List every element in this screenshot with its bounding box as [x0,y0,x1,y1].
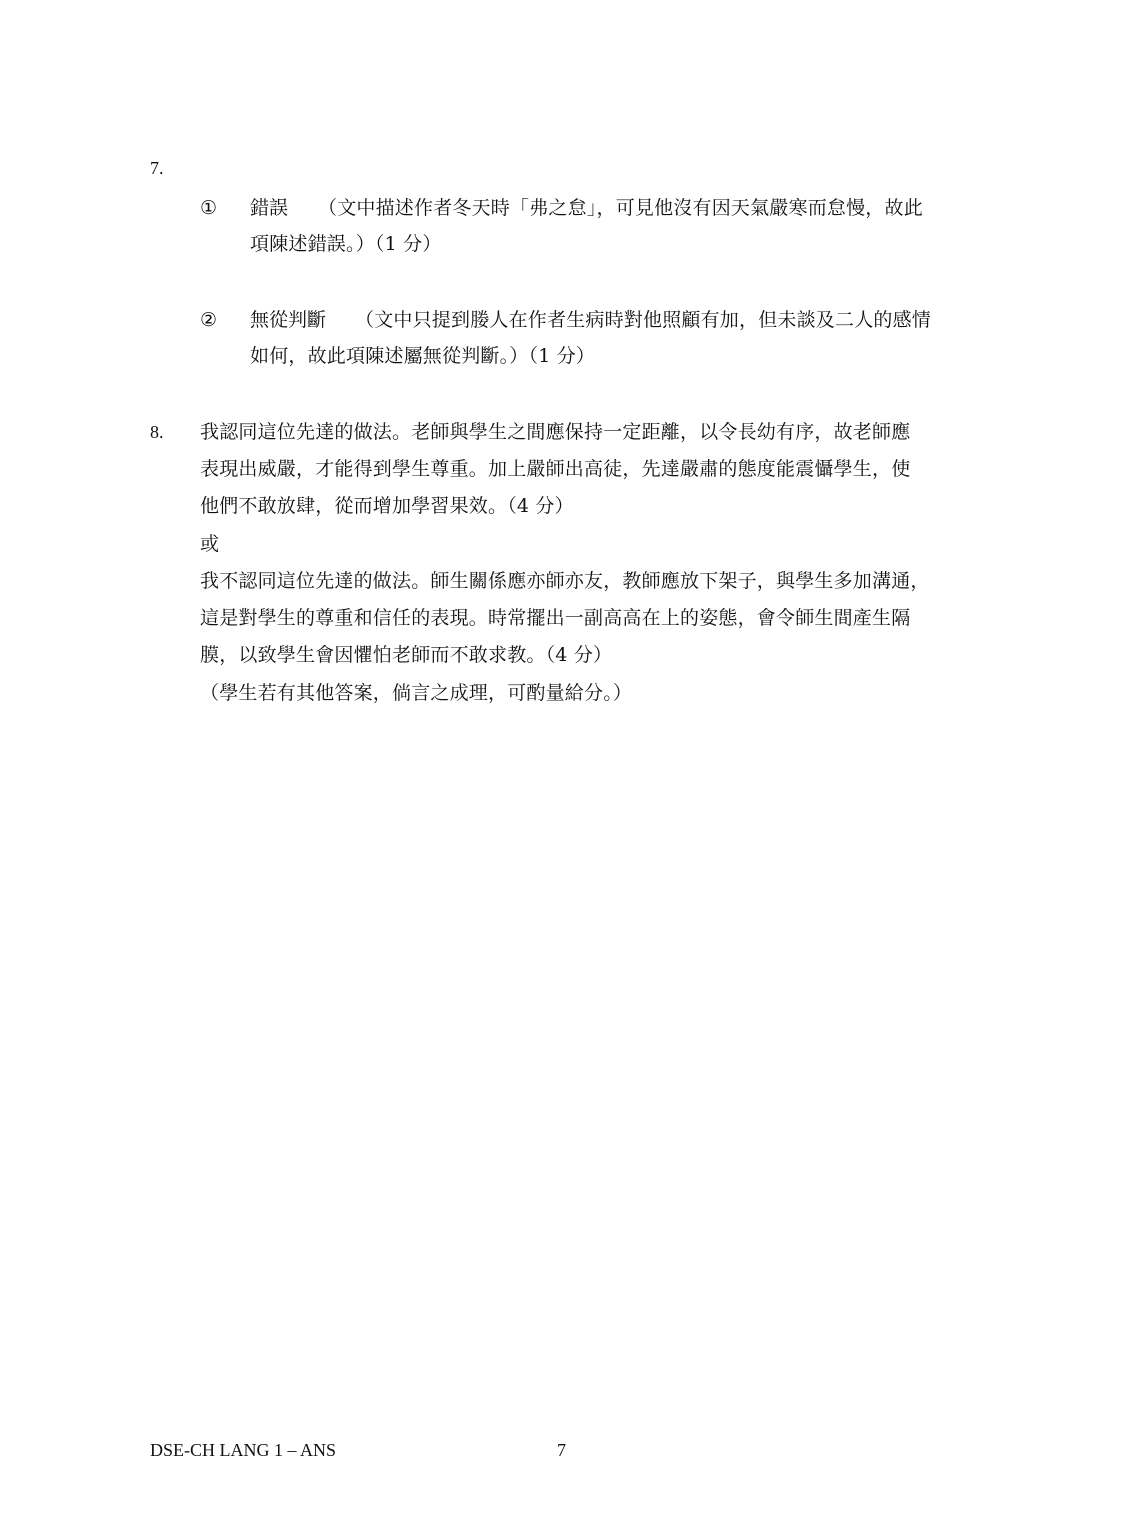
q7-item-2-marker: ② [200,309,218,331]
question-8-number: 8. [150,422,164,442]
q8-answer-b-line-2: 這是對學生的尊重和信任的表現。時常擺出一副高高在上的姿態，會令師生間產生隔 [200,607,911,629]
q7-item-2-explanation-line-1: （文中只提到媵人在作者生病時對他照顧有加，但未談及二人的感情 [355,309,932,331]
q8-answer-b-line-3: 膜，以致學生會因懼怕老師而不敢求教。（4 分） [200,644,613,666]
q7-item-2-verdict: 無從判斷 [250,309,327,331]
q7-item-1-explanation-line-1: （文中描述作者冬天時「弗之怠」，可見他沒有因天氣嚴寒而怠慢，故此 [318,197,923,219]
footer-page-number: 7 [557,1440,566,1460]
footer-paper-code: DSE-CH LANG 1 – ANS [150,1440,337,1460]
q8-marking-note: （學生若有其他答案，倘言之成理，可酌量給分。） [200,682,633,704]
q7-item-1-explanation-line-2: 項陳述錯誤。）（1 分） [250,233,442,255]
q7-item-1-verdict: 錯誤 [250,197,289,219]
q8-answer-a-line-1: 我認同這位先達的做法。老師與學生之間應保持一定距離，以令長幼有序，故老師應 [200,421,911,443]
q8-answer-a-line-2: 表現出威嚴，才能得到學生尊重。加上嚴師出高徒，先達嚴肅的態度能震懾學生，使 [200,458,911,480]
q8-answer-a-line-3: 他們不敢放肆，從而增加學習果效。（4 分） [200,495,574,517]
q7-item-1-marker: ① [200,197,218,219]
q7-item-2-explanation-line-2: 如何，故此項陳述屬無從判斷。）（1 分） [250,345,596,367]
q8-answer-b-line-1: 我不認同這位先達的做法。師生關係應亦師亦友，教師應放下架子，與學生多加溝通， [200,570,930,592]
question-7-number: 7. [150,158,164,178]
q8-or-label: 或 [200,533,220,555]
